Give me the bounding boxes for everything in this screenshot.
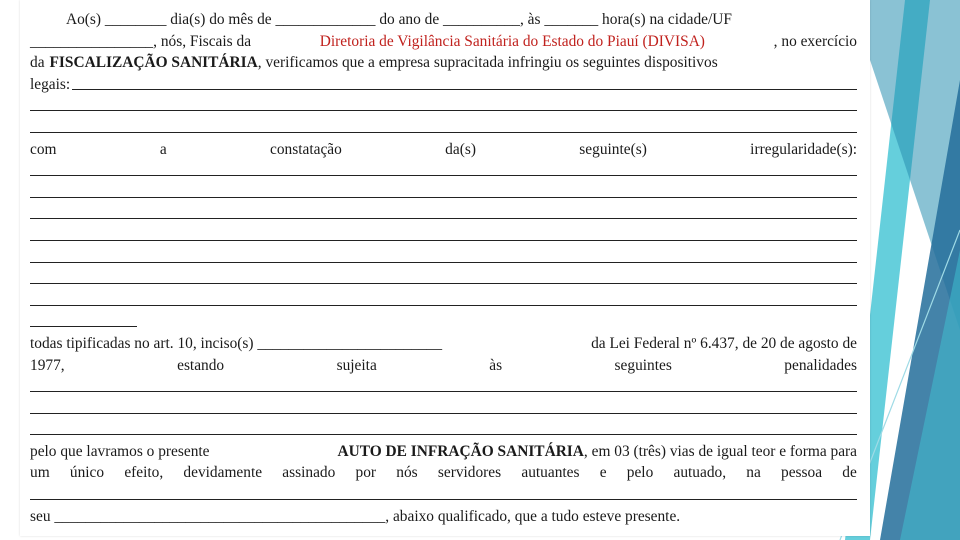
word: da(s) xyxy=(445,140,476,158)
inspection-strong: FISCALIZAÇÃO SANITÁRIA xyxy=(49,54,258,72)
blank-line xyxy=(30,117,857,139)
word: estando xyxy=(177,356,225,374)
signature-pre: seu ___________________________________________ xyxy=(30,507,386,525)
legal-label: legais: xyxy=(30,75,71,93)
line-legal xyxy=(30,74,857,96)
word: a xyxy=(159,140,167,158)
inspection-post: , verificamos que a empresa supracitada infringiu os seguintes dispositivos xyxy=(257,54,718,72)
blank-line xyxy=(30,160,857,182)
legal-blank xyxy=(72,74,857,90)
word: penalidades xyxy=(784,356,857,374)
blank-line xyxy=(30,419,857,441)
word: e xyxy=(599,464,607,482)
word: servidores xyxy=(437,464,502,482)
blank-line xyxy=(30,182,857,204)
word: devidamente xyxy=(183,464,263,482)
word: efeito, xyxy=(124,464,164,482)
word: com xyxy=(30,140,57,158)
inspection-pre: da xyxy=(30,54,45,72)
line-inspectors xyxy=(30,31,857,53)
word: pelo xyxy=(626,464,654,482)
blank-line xyxy=(30,290,857,312)
word: constatação xyxy=(270,140,342,158)
word: por xyxy=(355,464,377,482)
blank-line xyxy=(30,268,857,290)
word: de xyxy=(842,464,857,482)
word: único xyxy=(69,464,105,482)
word: seguintes xyxy=(614,356,672,374)
word: na xyxy=(746,464,761,482)
blank-line xyxy=(30,95,857,117)
date-time-fields: Ao(s) ________ dia(s) do mês de _____________ do ano de __________, às _______ hora(s) na cidade/UF xyxy=(66,11,732,28)
line-irregularities xyxy=(30,139,857,161)
word: 1977, xyxy=(30,356,65,374)
line-inspection xyxy=(30,52,857,74)
blank-line xyxy=(30,398,857,420)
word: autuantes xyxy=(521,464,580,482)
blank-line xyxy=(30,225,857,247)
inspectors-suffix: , no exercício xyxy=(773,32,857,50)
inspectors-intro: ________________, nós, Fiscais da xyxy=(30,32,252,50)
closing-post: , em 03 (três) vias de igual teor e forma para xyxy=(583,442,857,460)
word: nós xyxy=(396,464,418,482)
line-legal-ref xyxy=(30,333,857,355)
line-closing xyxy=(30,441,857,463)
word: pessoa xyxy=(781,464,823,482)
infraction-notice-text xyxy=(30,9,857,527)
blank-line xyxy=(30,376,857,398)
word: um xyxy=(30,464,50,482)
line-penalties xyxy=(30,355,857,377)
closing-strong: AUTO DE INFRAÇÃO SANITÁRIA xyxy=(337,442,584,460)
word: autuado, xyxy=(673,464,727,482)
short-blank-line xyxy=(30,311,857,333)
legal-ref-post: da Lei Federal nº 6.437, de 20 de agosto de xyxy=(591,334,857,352)
closing-pre: pelo que lavramos o presente xyxy=(30,442,210,460)
word: assinado xyxy=(282,464,336,482)
line-date-time xyxy=(30,9,857,31)
word: irregularidade(s): xyxy=(750,140,857,158)
legal-ref-pre: todas tipificadas no art. 10, inciso(s) ________________________ xyxy=(30,334,443,352)
line-effect xyxy=(30,462,857,484)
blank-line xyxy=(30,484,857,506)
organization-name: Diretoria de Vigilância Sanitária do Estado do Piauí (DIVISA) xyxy=(319,32,705,50)
line-signature xyxy=(30,506,857,528)
signature-post: , abaixo qualificado, que a tudo esteve presente. xyxy=(385,507,681,525)
word: às xyxy=(489,356,503,374)
blank-line xyxy=(30,203,857,225)
blank-line xyxy=(30,247,857,269)
word: seguinte(s) xyxy=(579,140,647,158)
word: sujeita xyxy=(336,356,377,374)
